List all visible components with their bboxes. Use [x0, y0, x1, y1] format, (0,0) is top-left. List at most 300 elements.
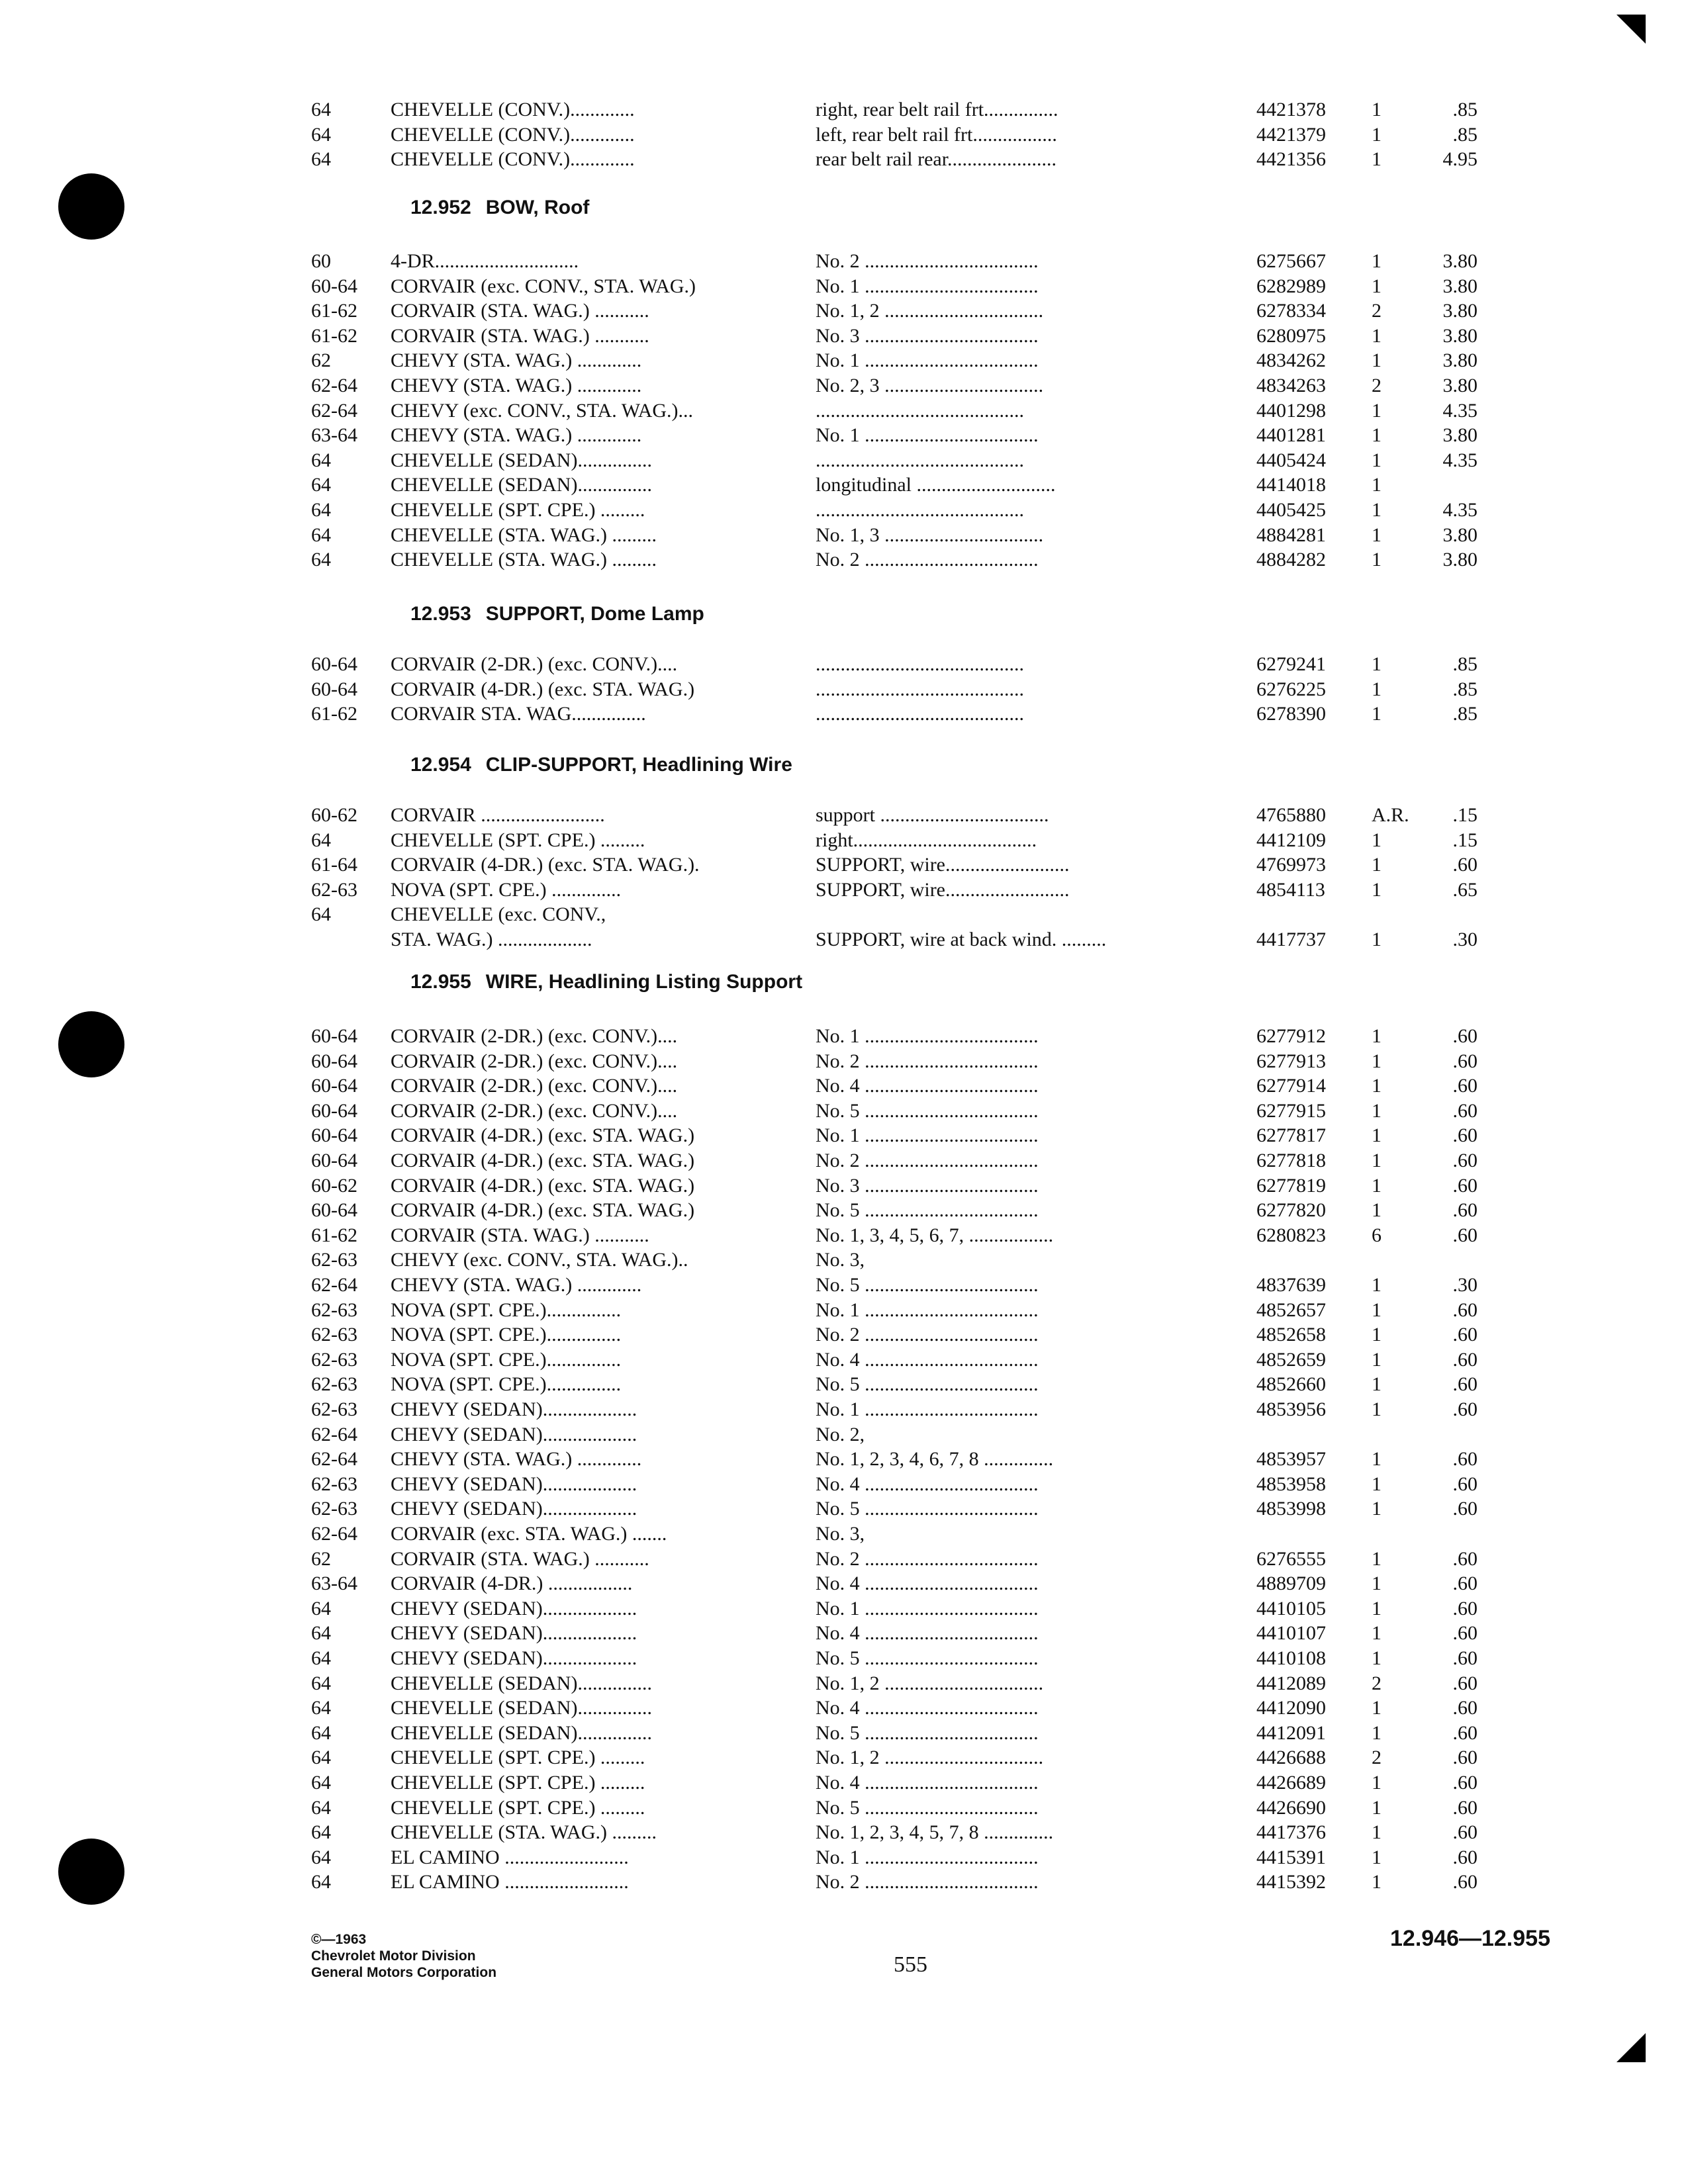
model-year: 64 — [311, 123, 331, 146]
vehicle-model: CORVAIR (2-DR.) (exc. CONV.).... — [391, 1075, 678, 1097]
quantity: 1 — [1372, 399, 1382, 422]
section-title: BOW, Roof — [485, 197, 590, 218]
part-description: SUPPORT, wire......................... — [816, 878, 1070, 901]
vehicle-model: CORVAIR (STA. WAG.) ........... — [391, 1547, 649, 1570]
vehicle-model: CHEVELLE (SPT. CPE.) ......... — [391, 1772, 645, 1794]
vehicle-model: NOVA (SPT. CPE.)............... — [391, 1348, 622, 1371]
vehicle-model: 4-DR............................. — [391, 250, 579, 272]
quantity: 1 — [1372, 653, 1382, 675]
part-description: SUPPORT, wire at back wind. ......... — [816, 929, 1107, 950]
table-row — [0, 1845, 1688, 1870]
part-number: 4853956 — [1256, 1398, 1326, 1420]
part-number: 4852660 — [1256, 1373, 1326, 1396]
price: .60 — [1452, 1199, 1477, 1222]
part-number: 6277819 — [1256, 1174, 1326, 1197]
table-row — [0, 1646, 1688, 1671]
table-row — [0, 498, 1688, 523]
part-number: 4765880 — [1256, 804, 1326, 826]
part-number: 6276555 — [1256, 1547, 1326, 1570]
model-year: 61-62 — [311, 703, 357, 725]
quantity: 1 — [1372, 829, 1382, 851]
model-year: 60-64 — [311, 1124, 357, 1147]
vehicle-model: CHEVY (SEDAN)................... — [391, 1423, 637, 1445]
price: .60 — [1452, 1025, 1477, 1047]
vehicle-model: CHEVELLE (SEDAN)............... — [391, 1721, 652, 1744]
model-year: 61-62 — [311, 300, 357, 322]
part-description: No. 5 ................................... — [816, 1274, 1039, 1296]
price: .85 — [1452, 703, 1477, 725]
part-description: No. 2 ................................... — [816, 1050, 1039, 1072]
model-year: 60-64 — [311, 1025, 357, 1047]
part-number: 4852659 — [1256, 1348, 1326, 1371]
part-number: 6279241 — [1256, 653, 1326, 675]
part-number: 4417376 — [1256, 1821, 1326, 1844]
part-description: No. 1, 2 ................................ — [816, 300, 1044, 322]
table-row — [0, 274, 1688, 299]
model-year: 64 — [311, 1697, 331, 1719]
model-year: 62-63 — [311, 1398, 357, 1420]
part-number: 4854113 — [1256, 878, 1325, 901]
part-description: No. 3 ................................... — [816, 324, 1039, 347]
price: .60 — [1452, 1224, 1477, 1246]
quantity: 1 — [1372, 424, 1382, 447]
corporation-name: General Motors Corporation — [311, 1965, 497, 1980]
price: .60 — [1452, 1821, 1477, 1844]
quantity: 2 — [1372, 375, 1382, 396]
part-description: No. 2 ................................... — [816, 250, 1039, 272]
quantity: 1 — [1372, 1174, 1382, 1197]
vehicle-model: CHEVELLE (STA. WAG.) ......... — [391, 523, 657, 546]
price: .60 — [1452, 1473, 1477, 1495]
quantity: 1 — [1372, 324, 1382, 347]
table-row — [0, 1472, 1688, 1497]
division-name: Chevrolet Motor Division — [311, 1948, 476, 1964]
table-row — [0, 1024, 1688, 1049]
part-number: 4414018 — [1256, 474, 1326, 496]
price: .60 — [1452, 1796, 1477, 1819]
binder-hole-top — [58, 173, 124, 240]
price: .85 — [1452, 123, 1477, 146]
quantity: 1 — [1372, 1572, 1382, 1595]
section-heading — [410, 969, 817, 995]
vehicle-model: NOVA (SPT. CPE.)............... — [391, 1324, 622, 1346]
quantity: 1 — [1372, 449, 1382, 471]
part-number: 6277818 — [1256, 1150, 1326, 1171]
quantity: 1 — [1372, 250, 1382, 272]
vehicle-model: CHEVELLE (SEDAN)............... — [391, 474, 652, 496]
part-description: right, rear belt rail frt............... — [816, 99, 1058, 120]
quantity: 1 — [1372, 1348, 1382, 1371]
quantity: 1 — [1372, 1697, 1382, 1719]
table-row — [0, 1347, 1688, 1373]
part-number: 4889709 — [1256, 1572, 1326, 1595]
table-row — [0, 1173, 1688, 1199]
part-description: .......................................... — [816, 703, 1024, 725]
model-year: 62-63 — [311, 1249, 357, 1271]
model-year: 64 — [311, 474, 331, 496]
part-description: left, rear belt rail frt................. — [816, 123, 1057, 146]
quantity: 1 — [1372, 1124, 1382, 1147]
part-description: No. 2 ................................... — [816, 1871, 1039, 1893]
table-row — [0, 1422, 1688, 1447]
part-number: 4405425 — [1256, 499, 1326, 521]
table-row — [0, 1099, 1688, 1124]
part-description: No. 1, 2 ................................ — [816, 1672, 1044, 1694]
model-year: 64 — [311, 499, 331, 521]
model-year: 62-64 — [311, 375, 357, 396]
quantity: 2 — [1372, 1672, 1382, 1694]
model-year: 62 — [311, 1547, 331, 1570]
part-number: 6276225 — [1256, 678, 1326, 700]
quantity: 1 — [1372, 1398, 1382, 1420]
vehicle-model: CHEVELLE (STA. WAG.) ......... — [391, 1821, 657, 1844]
vehicle-model: CHEVY (STA. WAG.) ............. — [391, 424, 642, 447]
part-description: SUPPORT, wire......................... — [816, 854, 1070, 876]
model-year: 62-63 — [311, 1373, 357, 1396]
table-row — [0, 652, 1688, 677]
part-number: 6277817 — [1256, 1124, 1326, 1147]
table-row — [0, 473, 1688, 498]
model-year: 62-64 — [311, 399, 357, 422]
table-row — [0, 249, 1688, 274]
quantity: 1 — [1372, 349, 1382, 372]
price: .60 — [1452, 1772, 1477, 1794]
price: .60 — [1452, 1846, 1477, 1868]
vehicle-model: NOVA (SPT. CPE.) .............. — [391, 878, 622, 901]
model-year: 64 — [311, 1721, 331, 1744]
vehicle-model: CORVAIR (2-DR.) (exc. CONV.).... — [391, 1050, 678, 1072]
quantity: 1 — [1372, 678, 1382, 700]
vehicle-model: CORVAIR STA. WAG............... — [391, 703, 646, 725]
model-year: 62-63 — [311, 1324, 357, 1346]
part-number: 4853957 — [1256, 1448, 1326, 1471]
quantity: 1 — [1372, 1075, 1382, 1097]
table-row — [0, 373, 1688, 398]
part-description: No. 1 ................................... — [816, 275, 1039, 297]
vehicle-model: CHEVY (STA. WAG.) ............. — [391, 1274, 642, 1296]
table-row — [0, 1796, 1688, 1821]
price: .60 — [1452, 1871, 1477, 1893]
vehicle-model: CORVAIR (2-DR.) (exc. CONV.).... — [391, 1099, 678, 1122]
corner-mark-bottom — [1617, 2033, 1646, 2062]
part-number: 4401281 — [1256, 424, 1326, 447]
model-year: 60-64 — [311, 653, 357, 675]
price: .60 — [1452, 1174, 1477, 1197]
quantity: 1 — [1372, 1597, 1382, 1619]
section-title: WIRE, Headlining Listing Support — [485, 971, 803, 993]
model-year: 63-64 — [311, 1572, 357, 1595]
price: .60 — [1452, 1348, 1477, 1371]
table-row — [0, 702, 1688, 727]
price: 3.80 — [1442, 275, 1477, 297]
model-year: 60-64 — [311, 1099, 357, 1122]
part-number: 4852657 — [1256, 1298, 1326, 1321]
vehicle-model: CHEVY (STA. WAG.) ............. — [391, 349, 642, 372]
price: .60 — [1452, 1597, 1477, 1619]
part-number: 4421356 — [1256, 148, 1326, 171]
vehicle-model: CHEVELLE (SPT. CPE.) ......... — [391, 829, 645, 851]
vehicle-model: CHEVELLE (CONV.)............. — [391, 148, 635, 171]
model-year: 64 — [311, 829, 331, 851]
part-description: No. 2, 3 ................................ — [816, 375, 1044, 396]
price: 3.80 — [1442, 375, 1477, 396]
vehicle-model: NOVA (SPT. CPE.)............... — [391, 1298, 622, 1321]
vehicle-model: CORVAIR (4-DR.) (exc. STA. WAG.) — [391, 1124, 695, 1147]
part-description: No. 4 ................................... — [816, 1772, 1039, 1794]
part-description: No. 1 ................................... — [816, 1025, 1039, 1047]
quantity: 1 — [1372, 1150, 1382, 1171]
part-description: right..................................... — [816, 829, 1037, 851]
part-description: No. 2, — [816, 1423, 865, 1445]
part-description: No. 2 ................................... — [816, 549, 1039, 571]
vehicle-model: CHEVY (SEDAN)................... — [391, 1647, 637, 1669]
part-number: 4884282 — [1256, 549, 1326, 571]
price: 4.95 — [1442, 148, 1477, 171]
model-year: 64 — [311, 1647, 331, 1669]
model-year: 64 — [311, 449, 331, 471]
price: .60 — [1452, 1547, 1477, 1570]
part-number: 4412090 — [1256, 1697, 1326, 1719]
part-number: 4837639 — [1256, 1274, 1326, 1296]
part-description: No. 1, 3, 4, 5, 6, 7, ................. — [816, 1224, 1054, 1246]
price: .60 — [1452, 1150, 1477, 1171]
vehicle-model: CHEVY (exc. CONV., STA. WAG.).. — [391, 1249, 688, 1271]
table-row — [0, 1696, 1688, 1721]
model-year: 62-63 — [311, 1348, 357, 1371]
quantity: 1 — [1372, 549, 1382, 571]
quantity: 1 — [1372, 1772, 1382, 1794]
quantity: 1 — [1372, 275, 1382, 297]
part-description: No. 3 ................................... — [816, 1174, 1039, 1197]
quantity: 1 — [1372, 878, 1382, 901]
part-description: No. 1 ................................... — [816, 349, 1039, 372]
part-description: No. 1, 3 ................................ — [816, 523, 1044, 546]
part-description: .......................................... — [816, 449, 1024, 471]
vehicle-model: CHEVELLE (SPT. CPE.) ......... — [391, 499, 645, 521]
table-row — [0, 1248, 1688, 1273]
model-year: 63-64 — [311, 424, 357, 447]
model-year: 64 — [311, 1796, 331, 1819]
table-row — [0, 1721, 1688, 1746]
vehicle-model: CHEVELLE (SEDAN)............... — [391, 449, 652, 471]
price: .60 — [1452, 1298, 1477, 1321]
part-number: 6277913 — [1256, 1050, 1326, 1072]
table-row — [0, 448, 1688, 473]
model-year: 64 — [311, 1871, 331, 1893]
model-year: 60 — [311, 250, 331, 272]
vehicle-model: CHEVELLE (exc. CONV., — [391, 903, 606, 926]
vehicle-model: CHEVY (SEDAN)................... — [391, 1398, 637, 1420]
vehicle-model: CORVAIR (2-DR.) (exc. CONV.).... — [391, 1025, 678, 1047]
price: .60 — [1452, 1050, 1477, 1072]
quantity: 1 — [1372, 1373, 1382, 1396]
price: .30 — [1452, 1274, 1477, 1296]
price: .30 — [1452, 929, 1477, 950]
vehicle-model: STA. WAG.) ................... — [391, 929, 592, 950]
part-description: No. 2 ................................... — [816, 1547, 1039, 1570]
model-year: 61-64 — [311, 854, 357, 876]
model-year: 60-64 — [311, 1075, 357, 1097]
section-title: SUPPORT, Dome Lamp — [485, 603, 704, 625]
part-number: 4417737 — [1256, 929, 1326, 950]
part-number: 6277915 — [1256, 1099, 1326, 1122]
vehicle-model: CORVAIR (STA. WAG.) ........... — [391, 300, 649, 322]
part-number: 4412109 — [1256, 829, 1326, 851]
model-year: 64 — [311, 148, 331, 171]
vehicle-model: CORVAIR (exc. CONV., STA. WAG.) — [391, 275, 696, 297]
model-year: 60-64 — [311, 678, 357, 700]
model-year: 64 — [311, 1597, 331, 1619]
part-description: No. 5 ................................... — [816, 1498, 1039, 1520]
quantity: 6 — [1372, 1224, 1382, 1246]
quantity: 1 — [1372, 1025, 1382, 1047]
part-number: 4421379 — [1256, 123, 1326, 146]
model-year: 62-64 — [311, 1448, 357, 1471]
table-row — [0, 324, 1688, 349]
part-number: 4405424 — [1256, 449, 1326, 471]
vehicle-model: CHEVY (STA. WAG.) ............. — [391, 375, 642, 396]
table-row — [0, 1397, 1688, 1422]
model-year: 62-63 — [311, 878, 357, 901]
part-number: 4769973 — [1256, 854, 1326, 876]
table-row — [0, 398, 1688, 424]
table-row — [0, 122, 1688, 148]
part-number: 4412091 — [1256, 1721, 1326, 1744]
part-number: 6277914 — [1256, 1075, 1326, 1097]
quantity: 1 — [1372, 1448, 1382, 1471]
table-row — [0, 803, 1688, 828]
corner-mark-top — [1617, 15, 1646, 44]
vehicle-model: CORVAIR (4-DR.) (exc. STA. WAG.) — [391, 1150, 695, 1171]
price: 3.80 — [1442, 549, 1477, 571]
section-code: 12.953 — [410, 603, 471, 625]
table-row — [0, 1671, 1688, 1696]
part-description: No. 4 ................................... — [816, 1075, 1039, 1097]
table-row — [0, 927, 1688, 952]
quantity: 1 — [1372, 1547, 1382, 1570]
quantity: 1 — [1372, 474, 1382, 496]
part-number: 6278390 — [1256, 703, 1326, 725]
part-number: 4415391 — [1256, 1846, 1326, 1868]
copyright: ©—1963 — [311, 1932, 367, 1947]
part-description: No. 5 ................................... — [816, 1647, 1039, 1669]
part-number: 6278334 — [1256, 300, 1326, 322]
model-year: 60-64 — [311, 275, 357, 297]
part-number: 4410107 — [1256, 1622, 1326, 1645]
part-description: rear belt rail rear...................... — [816, 148, 1057, 171]
quantity: 1 — [1372, 1871, 1382, 1893]
model-year: 62 — [311, 349, 331, 372]
price: .15 — [1452, 829, 1477, 851]
part-description: No. 2 ................................... — [816, 1150, 1039, 1171]
part-description: longitudinal ............................ — [816, 474, 1056, 496]
part-description: .......................................... — [816, 499, 1024, 521]
price: .60 — [1452, 1373, 1477, 1396]
table-row — [0, 1447, 1688, 1472]
price: .15 — [1452, 804, 1477, 826]
part-description: No. 5 ................................... — [816, 1199, 1039, 1222]
table-row — [0, 1770, 1688, 1796]
price: 3.80 — [1442, 250, 1477, 272]
part-description: No. 1 ................................... — [816, 1597, 1039, 1619]
vehicle-model: CORVAIR (4-DR.) ................. — [391, 1572, 633, 1595]
vehicle-model: CORVAIR ......................... — [391, 804, 605, 826]
part-description: No. 4 ................................... — [816, 1697, 1039, 1719]
quantity: 1 — [1372, 499, 1382, 521]
price: 3.80 — [1442, 349, 1477, 372]
vehicle-model: CHEVELLE (CONV.)............. — [391, 99, 635, 120]
vehicle-model: CORVAIR (exc. STA. WAG.) ....... — [391, 1523, 667, 1545]
table-row — [0, 1123, 1688, 1148]
quantity: 1 — [1372, 1846, 1382, 1868]
quantity: 1 — [1372, 1721, 1382, 1744]
model-year: 62-64 — [311, 1423, 357, 1445]
part-number: 6280975 — [1256, 324, 1326, 347]
price: .60 — [1452, 1324, 1477, 1346]
table-row — [0, 1223, 1688, 1248]
part-description: No. 3, — [816, 1249, 865, 1271]
vehicle-model: CORVAIR (2-DR.) (exc. CONV.).... — [391, 653, 678, 675]
table-row — [0, 1522, 1688, 1547]
quantity: 1 — [1372, 1498, 1382, 1520]
table-row — [0, 1596, 1688, 1621]
quantity: 1 — [1372, 1473, 1382, 1495]
price: .60 — [1452, 1124, 1477, 1147]
table-row — [0, 1198, 1688, 1223]
table-row — [0, 902, 1688, 927]
part-description: No. 3, — [816, 1523, 865, 1545]
price: .60 — [1452, 1697, 1477, 1719]
section-code: 12.955 — [410, 971, 471, 993]
model-year: 64 — [311, 1821, 331, 1844]
part-description: No. 1 ................................... — [816, 1846, 1039, 1868]
price: .85 — [1452, 678, 1477, 700]
part-description: No. 1 ................................... — [816, 1298, 1039, 1321]
vehicle-model: CORVAIR (STA. WAG.) ........... — [391, 1224, 649, 1246]
quantity: 1 — [1372, 523, 1382, 546]
price: .60 — [1452, 1572, 1477, 1595]
quantity: 1 — [1372, 1298, 1382, 1321]
price: 4.35 — [1442, 499, 1477, 521]
table-row — [0, 97, 1688, 122]
table-row — [0, 1820, 1688, 1845]
section-heading — [410, 195, 604, 221]
model-year: 61-62 — [311, 1224, 357, 1246]
price: .60 — [1452, 1672, 1477, 1694]
model-year: 64 — [311, 99, 331, 120]
section-code: 12.952 — [410, 197, 471, 218]
quantity: 1 — [1372, 1821, 1382, 1844]
price: .60 — [1452, 854, 1477, 876]
price: .85 — [1452, 653, 1477, 675]
quantity: 1 — [1372, 1796, 1382, 1819]
vehicle-model: CHEVY (SEDAN)................... — [391, 1473, 637, 1495]
part-description: No. 5 ................................... — [816, 1796, 1039, 1819]
price: .60 — [1452, 1498, 1477, 1520]
part-number: 4853958 — [1256, 1473, 1326, 1495]
quantity: 1 — [1372, 929, 1382, 950]
quantity: 1 — [1372, 123, 1382, 146]
quantity: 1 — [1372, 854, 1382, 876]
vehicle-model: CORVAIR (4-DR.) (exc. STA. WAG.) — [391, 1199, 695, 1222]
part-description: No. 1 ................................... — [816, 424, 1039, 447]
model-year: 64 — [311, 549, 331, 571]
part-number: 4421378 — [1256, 99, 1326, 120]
part-description: No. 5 ................................... — [816, 1721, 1039, 1744]
table-row — [0, 1571, 1688, 1596]
part-description: No. 4 ................................... — [816, 1622, 1039, 1645]
table-row — [0, 1621, 1688, 1646]
